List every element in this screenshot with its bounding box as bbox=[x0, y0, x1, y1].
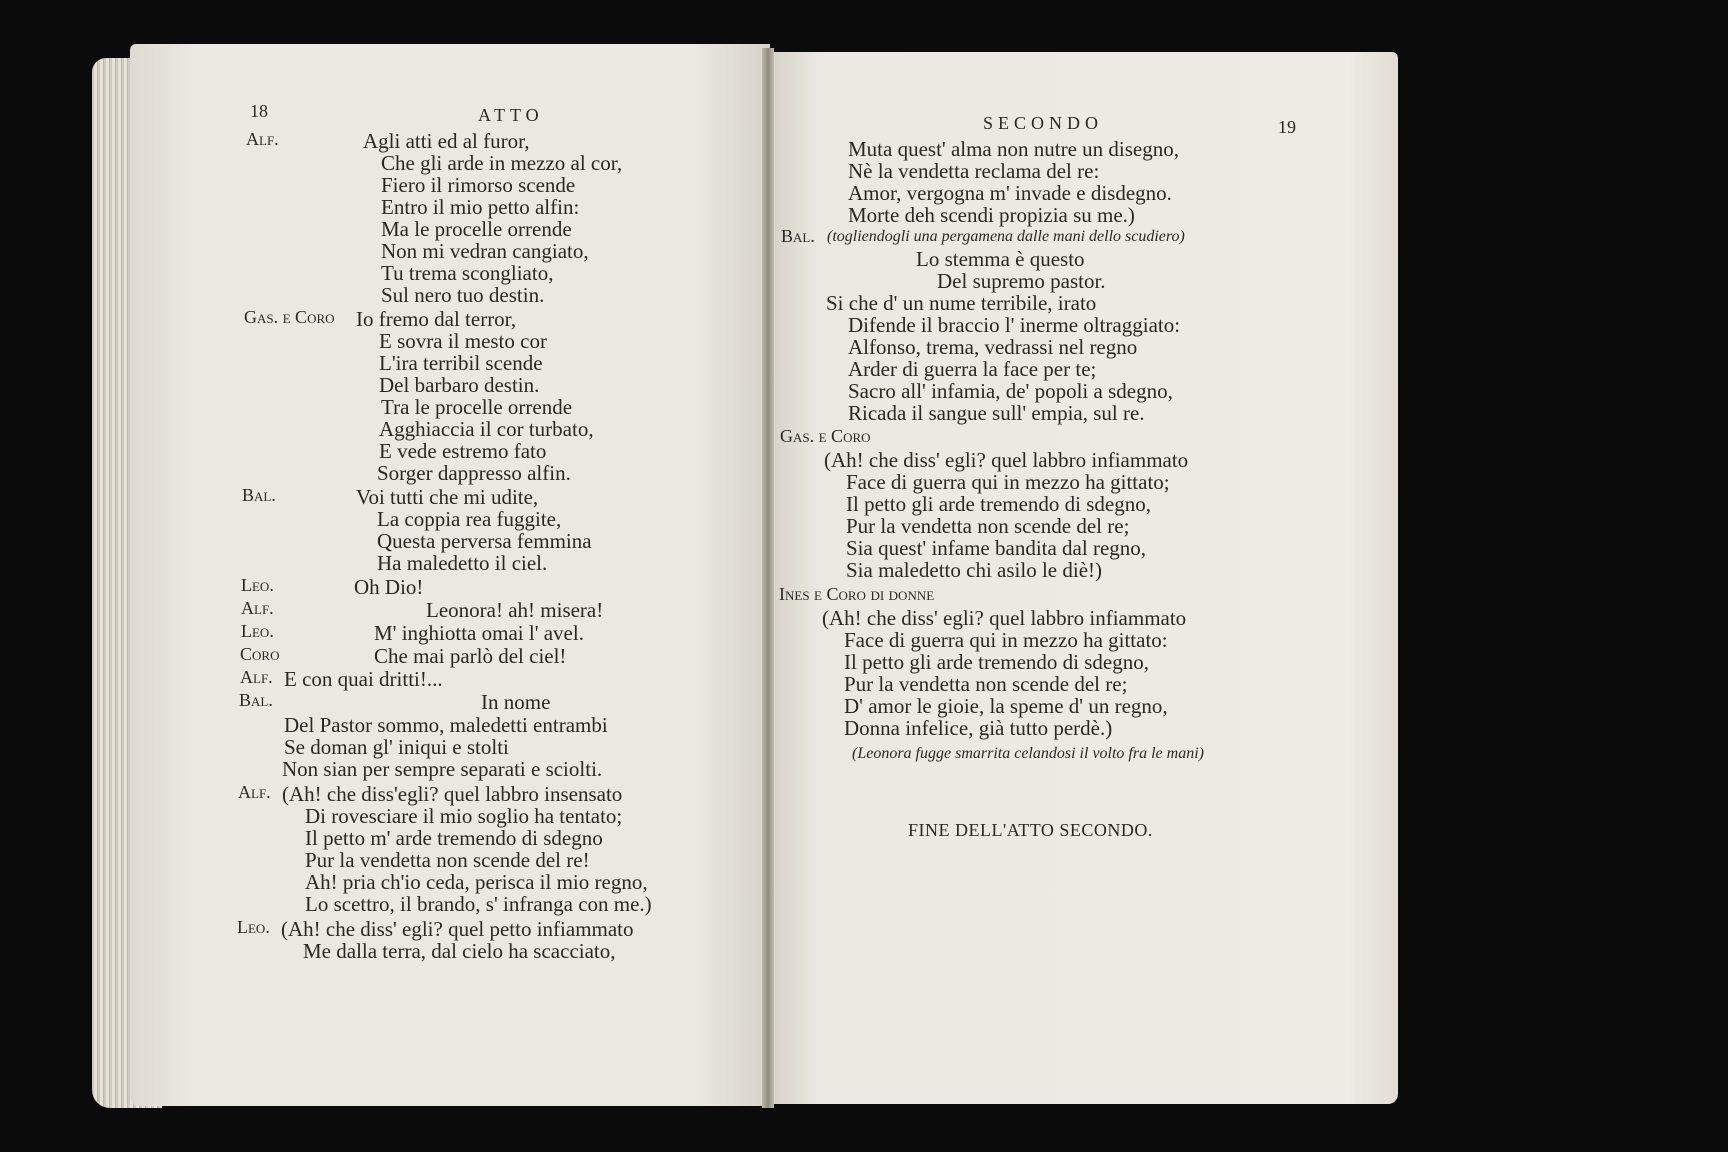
verse-line: Tra le procelle orrende bbox=[381, 395, 573, 419]
verse-line: (Ah! che diss' egli? quel labbro infiammato bbox=[822, 606, 1187, 630]
speaker-label: Bal. bbox=[239, 690, 273, 710]
verse-line: Questa perversa femmina bbox=[377, 529, 592, 553]
verse-line: Arder di guerra la face per te; bbox=[848, 357, 1097, 381]
verse-line: Sia quest' infame bandita dal regno, bbox=[846, 536, 1147, 560]
verse-line: Che mai parlò del ciel! bbox=[374, 644, 567, 668]
verse-line: Che gli arde in mezzo al cor, bbox=[381, 151, 623, 175]
speaker-label: Gas. e Coro bbox=[244, 307, 335, 327]
verse-line: Del Pastor sommo, maledetti entrambi bbox=[284, 713, 608, 737]
verse-line: Io fremo dal terror, bbox=[356, 307, 517, 331]
verse-line: Leonora! ah! misera! bbox=[426, 598, 604, 622]
verse-line: Sul nero tuo destin. bbox=[381, 283, 545, 307]
verse-line: Oh Dio! bbox=[354, 575, 424, 599]
speaker-label: Alf. bbox=[241, 598, 274, 618]
verse-line: Ma le procelle orrende bbox=[381, 217, 572, 241]
verse-line: Ah! pria ch'io ceda, perisca il mio regno, bbox=[305, 870, 648, 894]
verse-line: (Ah! che diss' egli? quel petto infiammato bbox=[281, 917, 634, 941]
verse-line: L'ira terribil scende bbox=[379, 351, 543, 375]
verse-line: In nome bbox=[481, 690, 551, 714]
verse-line: E vede estremo fato bbox=[379, 439, 547, 463]
verse-line: E sovra il mesto cor bbox=[379, 329, 547, 353]
verse-line: Il petto gli arde tremendo di sdegno, bbox=[844, 650, 1150, 674]
verse-line: Me dalla terra, dal cielo ha scacciato, bbox=[303, 939, 616, 963]
page-number-left: 18 bbox=[250, 101, 268, 121]
stage-direction: (togliendogli una pergamena dalle mani dello scudiero) bbox=[827, 228, 1185, 245]
book-gutter bbox=[762, 48, 774, 1108]
verse-line: Agli atti ed al furor, bbox=[363, 129, 530, 153]
verse-line: Il petto gli arde tremendo di sdegno, bbox=[846, 492, 1152, 516]
page-number-right: 19 bbox=[1278, 117, 1296, 137]
verse-line: Morte deh scendi propizia su me.) bbox=[848, 203, 1135, 227]
speaker-label: Leo. bbox=[241, 621, 274, 641]
speaker-label: Alf. bbox=[246, 129, 279, 149]
speaker-label: Alf. bbox=[238, 782, 271, 802]
verse-line: Difende il braccio l' inerme oltraggiato: bbox=[848, 313, 1181, 337]
verse-line: M' inghiotta omai l' avel. bbox=[374, 621, 584, 645]
running-header-right: SECONDO bbox=[983, 113, 1104, 133]
verse-line: Pur la vendetta non scende del re; bbox=[846, 514, 1130, 538]
running-header-left: ATTO bbox=[478, 105, 544, 125]
speaker-label: Gas. e Coro bbox=[780, 426, 871, 446]
verse-line: Non sian per sempre separati e sciolti. bbox=[282, 757, 603, 781]
verse-line: Fiero il rimorso scende bbox=[381, 173, 576, 197]
verse-line: Se doman gl' iniqui e stolti bbox=[284, 735, 509, 759]
speaker-label: Bal. bbox=[781, 226, 815, 246]
verse-line: Il petto m' arde tremendo di sdegno bbox=[305, 826, 603, 850]
speaker-label: Ines e Coro di donne bbox=[779, 584, 935, 604]
verse-line: Tu trema scongliato, bbox=[381, 261, 554, 285]
verse-line: Alfonso, trema, vedrassi nel regno bbox=[848, 335, 1138, 359]
verse-line: Del barbaro destin. bbox=[379, 373, 540, 397]
verse-line: Si che d' un nume terribile, irato bbox=[826, 291, 1097, 315]
verse-line: Face di guerra qui in mezzo ha gittato; bbox=[846, 470, 1170, 494]
speaker-label: Leo. bbox=[237, 917, 270, 937]
verse-line: Voi tutti che mi udite, bbox=[356, 485, 539, 509]
verse-line: D' amor le gioie, la speme d' un regno, bbox=[844, 694, 1168, 718]
verse-line: (Ah! che diss'egli? quel labbro insensato bbox=[282, 782, 623, 806]
verse-line: Donna infelice, già tutto perdè.) bbox=[844, 716, 1113, 740]
verse-line: E con quai dritti!... bbox=[284, 667, 443, 691]
verse-line: Del supremo pastor. bbox=[937, 269, 1106, 293]
verse-line: Lo scettro, il brando, s' infranga con me.) bbox=[305, 892, 652, 916]
speaker-label: Bal. bbox=[242, 485, 276, 505]
verse-line: Agghiaccia il cor turbato, bbox=[379, 417, 594, 441]
verse-line: Ha maledetto il ciel. bbox=[377, 551, 548, 575]
speaker-label: Coro bbox=[240, 644, 280, 664]
speaker-label: Leo. bbox=[241, 575, 274, 595]
verse-line: Ricada il sangue sull' empia, sul re. bbox=[848, 401, 1145, 425]
verse-line: La coppia rea fuggite, bbox=[377, 507, 562, 531]
verse-line: Nè la vendetta reclama del re: bbox=[848, 159, 1100, 183]
verse-line: Entro il mio petto alfin: bbox=[381, 195, 580, 219]
verse-line: Pur la vendetta non scende del re! bbox=[305, 848, 590, 872]
verse-line: Di rovesciare il mio soglio ha tentato; bbox=[305, 804, 623, 828]
verse-line: (Ah! che diss' egli? quel labbro infiammato bbox=[824, 448, 1189, 472]
end-of-act: FINE DELL'ATTO SECONDO. bbox=[908, 820, 1153, 840]
verse-line: Muta quest' alma non nutre un disegno, bbox=[848, 137, 1179, 161]
verse-line: Sia maledetto chi asilo le diè!) bbox=[846, 558, 1102, 582]
verse-line: Sorger dappresso alfin. bbox=[377, 461, 571, 485]
stage-direction: (Leonora fugge smarrita celandosi il volto fra le mani) bbox=[852, 745, 1204, 762]
verse-line: Lo stemma è questo bbox=[916, 247, 1085, 271]
verse-line: Pur la vendetta non scende del re; bbox=[844, 672, 1128, 696]
speaker-label: Alf. bbox=[240, 667, 273, 687]
verse-line: Non mi vedran cangiato, bbox=[381, 239, 589, 263]
verse-line: Face di guerra qui in mezzo ha gittato: bbox=[844, 628, 1168, 652]
verse-line: Sacro all' infamia, de' popoli a sdegno, bbox=[848, 379, 1173, 403]
verse-line: Amor, vergogna m' invade e disdegno. bbox=[848, 181, 1172, 205]
